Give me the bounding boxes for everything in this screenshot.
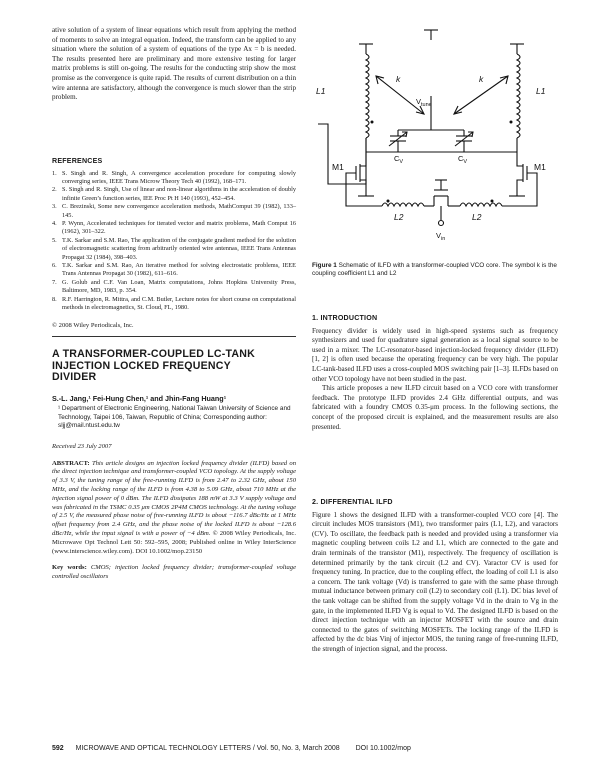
- abstract-label: ABSTRACT:: [52, 459, 90, 467]
- l2-left-coil: [382, 203, 424, 206]
- page-number: 592: [52, 745, 64, 752]
- svg-text:CV: $C_V$: [458, 154, 468, 165]
- references-copyright: © 2008 Wiley Periodicals, Inc.: [52, 321, 134, 329]
- reference-item: 6. T.K. Sarkar and S.M. Rao, An iterative method for solving electrostatic problems, IEEE Trans Antennas Propagat 30 (1982), 611–616.: [52, 262, 296, 278]
- svg-text:CV: $C_V$: [394, 154, 404, 165]
- vdd-right: [510, 44, 524, 54]
- label-cv-right: C: [458, 154, 464, 163]
- references-list: [52, 170, 296, 313]
- reference-item: 1. S. Singh and R. Singh, A convergence acceleration procedure for computing slowly converging series, IEEE Trans Microw Theory Tech 40 (1992), 168–171.: [52, 169, 296, 185]
- keywords: [52, 564, 296, 582]
- intro-paragraph-2: This article proposes a new ILFD circuit based on a VCO core with transformer feedback. The prototype ILFD provides 2.4 GHz differential outputs, and was fabricated with a foundry CMOS 0.35-μm process. In the following sections, the concept of the proposed circuit is explained, and the measurement results are also presented.: [312, 384, 558, 431]
- label-m1-right: M1: [534, 162, 546, 172]
- reference-item: 5. T.K. Sarkar and S.M. Rao, The application of the conjugate gradient method for the solution of electromagnetic scattering from arbitrarily oriented wire antennas, IEEE Trans Antennas Propagat 32 (1984), 398–403.: [52, 236, 296, 261]
- vin-input: [439, 206, 444, 226]
- article-header: [52, 349, 296, 582]
- journal-citation: MICROWAVE AND OPTICAL TECHNOLOGY LETTERS / Vol. 50, No. 3, March 2008: [75, 745, 340, 752]
- varactor-left: [389, 130, 407, 152]
- l1-left-wire: [318, 124, 366, 184]
- abstract: [52, 460, 296, 557]
- intro-paragraph-1: Frequency divider is widely used in high-speed systems such as frequency synthesizers and used for quadrature signal generation as a local signal source to be used in a mixer. The LC-resonator-based injection-locked frequency divider (ILFD) [1, 2] is often used because the operating frequency can be very high. The popular LC-tank-based ILFD uses a cross-coupled MOS switching pair [1–3]. ILFDs based on other VCO topology have not been studied in the past.: [312, 326, 558, 383]
- m1-right-transistor: [502, 152, 537, 206]
- abstract-copyright: © 2008 Wiley Periodicals, Inc. Microwave Opt Technol Lett 50: 592–595, 2008; Published online in Wiley InterScience (www.interscience.wiley.com). DOI 10.1002/mop.23150: [52, 529, 297, 555]
- l1-left-coil: [366, 54, 369, 138]
- figure-caption-label: Figure 1: [312, 262, 337, 269]
- m1-left-transistor: [346, 152, 382, 206]
- label-l1-right: L1: [536, 86, 546, 96]
- footer-doi: DOI 10.1002/mop: [355, 745, 411, 752]
- injector-transistor: [434, 180, 448, 206]
- article-title: A TRANSFORMER-COUPLED LC-TANK INJECTION LOCKED FREQUENCY DIVIDER: [52, 348, 255, 384]
- section-divider: [52, 336, 296, 337]
- vdd-left: [359, 44, 373, 54]
- label-vin: V: [436, 231, 442, 240]
- keywords-label: Key words:: [52, 564, 87, 572]
- references-heading: REFERENCES: [52, 157, 103, 165]
- label-m1-left: M1: [332, 162, 344, 172]
- vdd-center: [424, 30, 438, 40]
- label-vtune: V: [416, 97, 422, 106]
- label-k-left: k: [396, 74, 401, 84]
- article-affiliation: ¹ Department of Electronic Engineering, National Taiwan University of Science and Technology, Taipei 106, Taiwan, Republic of China; Corresponding author: sljj@mail.ntust.edu.tw: [58, 405, 291, 429]
- label-l2-right: L2: [472, 212, 482, 222]
- varactor-right: [455, 130, 473, 152]
- reference-item: 3. C. Brezinski, Some new convergence acceleration methods, MathComput 39 (1982), 133–145.: [52, 203, 296, 219]
- label-cv-left: C: [394, 154, 400, 163]
- reference-item: 8. R.F. Harrington, R. Mittra, and C.M. Butler, Lecture notes for short course on computational methods in electromagnetics, St. Cloud, FL, 1980.: [52, 295, 296, 312]
- l2-right-coil: [460, 203, 502, 206]
- left-column-top: [52, 26, 296, 103]
- l1-right-coil: [517, 54, 520, 138]
- label-l2-left: L2: [394, 212, 404, 222]
- received-date: Received 23 July 2007: [52, 442, 112, 450]
- diff-paragraph-1: Figure 1 shows the designed ILFD with a transformer-coupled VCO core [4]. The circuit includes MOS transistors (M1), two transformer pairs (L1, L2), and varactors (CV). To oscillate, the feedback path is needed and provided using a transformer via magnetic coupling between coils L2 and L1, which are connected to the gate and drain terminals of the transistor (M1), respectively. The frequency of oscillation is determined primarily by the tank circuit (L2 and CV). Varactor CV is used for frequency tuning. In practice, due to the coupling effect, the loading of coil L1 is also a concern. The tank voltage (Vd) is transferred to gate with the same phase through mutual inductance between primary coil (L2) to secondary coil (L1). DC bias level of the tank voltage can be shifted from the supply voltage Vd in the drain to Vg in the gate, in the implemented ILFD Vg is equal to Vd. The designed ILFD is based on the direct injection technique with an injector MOSFET with the source and drain connected to the gates of switching MOSFETs. The locking range of the ILFD is affected by the dc bias Vinj of injector MOS, the tuning range of free-running ILFD, the strength of injection signal, and the process.: [312, 510, 558, 653]
- page-footer: [52, 745, 558, 752]
- svg-text:Vtune: $V_{tune}$: [416, 97, 432, 108]
- reference-item: 7. G. Golub and C.F. Van Loan, Matrix computations, Johns Hopkins University Press, Baltimore, MD, 1983, p. 354.: [52, 278, 296, 295]
- svg-text:Vin: $V_{in}$: [436, 231, 446, 242]
- reference-item: 2. S. Singh and R. Singh, Use of linear and non-linear algorithms in the acceleration of doubly infinite Green’s function series, IEE Proc Pt H 140 (1993), 452–454.: [52, 186, 296, 202]
- label-k-right: k: [479, 74, 484, 84]
- ilfd-schematic: [312, 24, 558, 256]
- figure-caption: [312, 262, 558, 278]
- introduction-section: [312, 314, 558, 432]
- reference-item: 4. P. Wynn, Accelerated techniques for iterated vector and matrix problems, Math Comput 16 (1962), 301–322.: [52, 220, 296, 236]
- references-section: [52, 157, 296, 330]
- figure-caption-text: Schematic of ILFD with a transformer-coupled VCO core. The symbol k is the coupling coefficient L1 and L2: [312, 262, 557, 278]
- conclusion-paragraph: ative solution of a system of linear equations which result from applying the method of moments to solve an integral equation. Indeed, the transform can be applied to any situation where the solution of a system of equations of the type Ax = b is needed. The results presented here are preliminary and more extensive testing for larger matrix problems is still on-going. The results for the conducting strip show the most promise as the convergence is quite rapid. The results of current distribution on a thin wire antenna are satisfactory, although the convergence is much slower than the strip problem.: [52, 26, 296, 102]
- differential-ilfd-section: [312, 498, 558, 655]
- article-authors: S.-L. Jang,¹ Fei-Hung Chen,¹ and Jhin-Fang Huang¹: [52, 393, 227, 403]
- diff-heading: 2. DIFFERENTIAL ILFD: [312, 498, 393, 506]
- abstract-text: This article designs an injection locked frequency divider (ILFD) based on the direct injection technique and transformer-coupled VCO topology. At the supply voltage of 3.3 V, the tuning range of the free-running ILFD is from 2.47 to 2.32 GHz, about 150 MHz, and the locking range of the ILFD is from 4.38 to 5.09 GHz, about 710 MHz at the injection signal power of 0 dBm. The ILFD dissipates 188 mW at 3.3 V supply voltage and was fabricated in the TSMC 0.35 μm CMOS 2P4M CMOS technology. At the tuning voltage of 2.5 V, the measured phase noise of free-running ILFD is about −116.7 dBc/Hz at 1 MHz offset frequency from 2.4 GHz, and the phase noise of the locked ILFD is about −128.6 dBc/Hz, while the input signal is with a power of −4 dBm.: [52, 459, 296, 537]
- intro-heading: 1. INTRODUCTION: [312, 314, 378, 322]
- keywords-text: CMOS; injection locked frequency divider; transformer-coupled voltage controlled oscillators: [52, 564, 296, 581]
- label-l1-left: L1: [316, 86, 326, 96]
